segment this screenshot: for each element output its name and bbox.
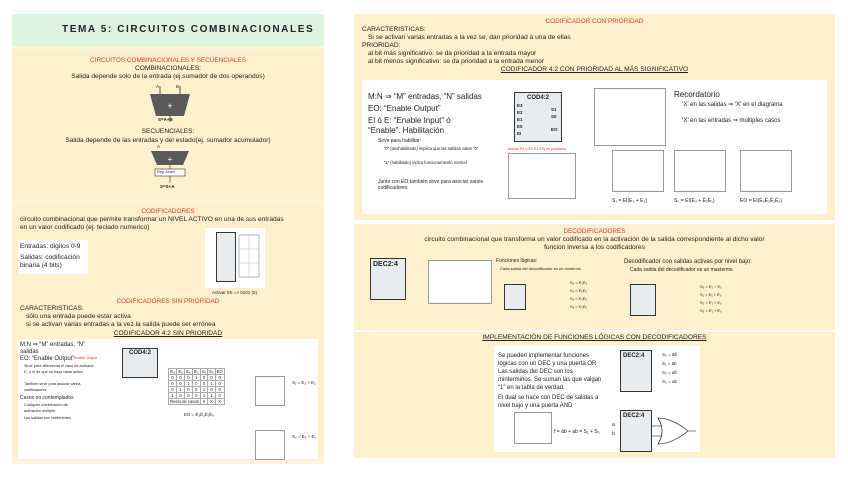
dec-act-low1: Cada salida del decodificador es un maxterms <box>630 267 733 273</box>
cp-recordatorio: Recordatorio <box>674 90 720 99</box>
impl-chip-2 <box>620 410 652 452</box>
dec-eq-a2: S₂ = E₁Ē₀ <box>570 296 588 301</box>
impl-eq2: S₂ = ab̄ <box>662 370 677 375</box>
cod-line1: circuito combinacional que permite transformar un NIVEL ACTIVO en una de sus entradas <box>20 216 284 223</box>
impl-chip-label-2: DEC2:4 <box>623 413 645 419</box>
impl-l7: nivel bajo y una puerta AND <box>498 403 573 409</box>
r1c2: 1 <box>185 381 193 387</box>
sp-kmap-1 <box>255 376 285 406</box>
r0c4: 0 <box>200 375 207 381</box>
th-e1: E₁ <box>186 369 191 374</box>
cp-ei1: El ó E: “Enable Input” ó <box>368 116 451 125</box>
impl-l5: “1” en la tabla de verdad <box>498 385 564 391</box>
r3c5: 1 <box>208 393 216 399</box>
cp-chip <box>514 92 562 142</box>
cp-eq3: EO = EI(Ē₃Ē₂Ē₁Ē₀) <box>740 198 783 204</box>
cp-pin-eo: EO <box>551 127 558 132</box>
sp-mn-1: M:N ⇒ “M” entradas, “N” <box>20 342 86 348</box>
dec-chip-label: DEC2:4 <box>373 261 398 268</box>
cp-c1: Si se activan varias entradas a la vez se, dan prioridad a una de ellas <box>368 34 571 41</box>
r3c2: 0 <box>185 393 193 399</box>
r1c1: 0 <box>177 381 185 387</box>
cp-b1b: “1” (habilitado) indica funcionamiento normal <box>384 160 467 165</box>
dec-chip <box>370 258 406 300</box>
cod-keypad <box>238 234 260 278</box>
cp-pin-e3: E3 <box>517 103 523 108</box>
acc-output: S=S+A <box>160 184 175 189</box>
r2c6: 0 <box>215 387 224 393</box>
cp-pin-ei: EI <box>517 131 522 136</box>
svg-text:+: + <box>167 101 173 111</box>
cp-eq2: S₀ = EI(E₃ + Ē₂E₁) <box>674 198 715 204</box>
sp-casos: Casos no contemplados <box>20 395 74 401</box>
cp-b1: Sirve para habilitar: <box>378 138 422 144</box>
dec-fl: Funciones lógicas: <box>496 258 538 264</box>
r1c3: 0 <box>192 381 200 387</box>
cod-line2: en un valor codificado (ej. teclado numerico) <box>20 224 150 231</box>
th-e2: E₂ <box>178 369 183 374</box>
r2c3: 0 <box>192 387 200 393</box>
cp-pin-s0: S0 <box>551 114 557 119</box>
seq-desc: Salida depende de las entradas y del estado(ej. sumador acumulador) <box>65 137 271 144</box>
sp-sub: CODIFICADOR 4:2 SIN PRIORIDAD <box>113 330 223 337</box>
sp-b3: Cualquier combinación de activación múltiple <box>24 403 68 413</box>
cp-kmap-s0 <box>674 150 726 192</box>
heading-codificadores: CODIFICADORES <box>141 208 195 215</box>
sp-eq3: EO = Ē₃Ē₂Ē₁Ē₀ <box>184 412 214 417</box>
r0c0: 0 <box>169 375 177 381</box>
cp-eq1: S₁ = EI(E₃ + E₂) <box>612 198 648 204</box>
cod-outputs-1: Salidas: codificación <box>20 254 80 261</box>
r3c3: 0 <box>192 393 200 399</box>
impl-chip-label-1: DEC2:4 <box>623 353 645 359</box>
adder-input-a: A <box>156 84 160 89</box>
cp-ei2: “Enable”. Habilitación <box>368 126 445 135</box>
r3c1: 0 <box>177 393 185 399</box>
dec-eq-b1: S₁ = E₁ + Ē₀ <box>700 292 722 297</box>
heading-implementacion: IMPLEMENTACIÓN DE FUNCIONES LÓGICAS CON DECODIFICADORES <box>482 334 707 341</box>
sp-carac2: si se activan varias entradas a la vez la salida puede ser errónea <box>26 321 216 328</box>
impl-in-a: a <box>612 422 615 428</box>
r2c5: 0 <box>208 387 216 393</box>
accumulator-diagram <box>145 147 195 187</box>
r1c4: 0 <box>200 381 207 387</box>
dec-line2: funcion inversa a los codificadores <box>544 244 645 251</box>
cp-kmap-eo <box>740 150 792 192</box>
acc-input: A <box>157 144 161 149</box>
dec-eq-a0: S₀ = Ē₁Ē₀ <box>570 280 588 285</box>
cp-pin-e1: E1 <box>517 117 523 122</box>
impl-eq0: S₀ = āb̄ <box>662 352 678 357</box>
r3c4: 1 <box>200 393 207 399</box>
adder-input-b: B <box>176 84 180 89</box>
dec-chip-3 <box>630 284 656 316</box>
cp-pin-s1: S1 <box>551 107 557 112</box>
page-title: TEMA 5: CIRCUITOS COMBINACIONALES <box>62 24 315 35</box>
r1c6: 0 <box>215 381 224 387</box>
dec-fl1: Cada salida del decodificador es un minterms <box>500 266 581 271</box>
cp-kmap-s1 <box>612 150 664 192</box>
impl-eq1: S₁ = āb <box>662 361 677 366</box>
r2c0: 0 <box>169 387 177 393</box>
sp-chip <box>122 348 158 378</box>
cp-sub: CODIFICADOR 4:2 CON PRIORIDAD AL MÁS SIGNIFICATIVO <box>500 66 689 73</box>
th-e3: E₃ <box>170 369 175 374</box>
comb-desc: Salida depende solo de la entrada (ej.sumador de dos operandos) <box>71 73 265 80</box>
cp-prio: PRIORIDAD: <box>362 42 401 49</box>
r0c3: 1 <box>192 375 200 381</box>
heading-comb-seq: CIRCUITOS COMBINACIONALES Y SECUENCIALES <box>90 57 246 64</box>
sp-b2: También sirve para asociar varios codificadores <box>24 382 81 392</box>
cp-table-top <box>594 88 666 146</box>
dec-eq-b0: S₀ = E₁ + E₀ <box>700 284 722 289</box>
cp-truth-table <box>508 153 576 199</box>
resto-s1: X <box>200 399 207 405</box>
sp-mn-2: salidas <box>20 349 39 355</box>
th-eo: EO <box>216 369 223 374</box>
impl-truth-table <box>514 412 552 444</box>
cp-r2: ‘X’ en las entradas ⇒ múltiples casos <box>682 118 781 124</box>
dec-truth-table <box>428 260 492 304</box>
cod-inputs: Entradas: digitos 0-9 <box>20 243 81 250</box>
r1c0: 0 <box>169 381 177 387</box>
impl-l1: Se pueden implementar funciones <box>498 353 590 359</box>
comb-label: COMBINACIONALES: <box>135 65 201 72</box>
dec-line1: circuito combinacional que transforma un valor codificado en la activación de la salida correspondiente al dicho valor <box>424 236 765 243</box>
sp-truth-table <box>168 368 225 405</box>
impl-chip-1 <box>620 350 652 392</box>
impl-in-b: b <box>612 431 615 437</box>
r0c5: 0 <box>208 375 216 381</box>
sp-kmap-2 <box>255 430 285 460</box>
sp-chip-label: COD4:2 <box>129 350 152 356</box>
impl-fn: f = āb + ab = S₁ + S₃ <box>554 429 600 435</box>
impl-eq3: S₃ = ab <box>662 379 677 384</box>
sp-carac1: sólo una entrada puede estar activa <box>26 313 131 320</box>
cp-pin-e0: E0 <box>517 124 523 129</box>
svg-text:+: + <box>167 155 173 164</box>
r3c6: 0 <box>215 393 224 399</box>
cp-b2: Junto con EO también sirve para asociar varios codificadores <box>378 179 484 191</box>
dec-chip-2 <box>504 284 526 310</box>
cp-p2: al bit menos significativo: se da prioridad a la entrada menor <box>368 58 544 65</box>
dec-eq-b2: S₂ = Ē₁ + E₀ <box>700 300 722 305</box>
r2c4: 1 <box>200 387 207 393</box>
sp-eq1: S₁ = E₃ + E₂ <box>292 380 316 385</box>
sp-eo: EO: “Enable Output” <box>20 356 75 362</box>
cp-carac: CARACTERISTICAS: <box>362 26 426 33</box>
r2c2: 0 <box>185 387 193 393</box>
cod-chip <box>216 232 236 282</box>
adder-output: S=A+B <box>158 117 173 122</box>
r3c0: 1 <box>169 393 177 399</box>
impl-l2: lógicas con un DEC y una puerta OR <box>498 361 597 367</box>
cp-table-note: Activar E3 (>E2,E1,E0) es prioritario <box>508 147 566 151</box>
resto-label: Resto de casos <box>170 399 199 404</box>
r2c1: 1 <box>177 387 185 393</box>
cp-eo: EO: “Enable Output” <box>368 104 441 113</box>
heading-sin-prioridad: CODIFICADORES SIN PRIORIDAD <box>116 298 220 305</box>
impl-l6: El dual se hace con DEC de salidas a <box>498 395 599 401</box>
th-e0: E₀ <box>194 369 199 374</box>
heading-con-prioridad: CODIFICADOR CON PRIORIDAD <box>545 18 644 25</box>
heading-decodificadores: DECODIFICADORES <box>563 228 626 235</box>
th-s0: S₀ <box>209 369 214 374</box>
th-s1: S₁ <box>201 369 207 374</box>
dec-eq-b3: S₃ = Ē₁ + Ē₀ <box>700 308 722 313</box>
r0c6: 0 <box>215 375 224 381</box>
cp-mn: M:N ⇒ “M” entradas, “N” salidas <box>368 92 482 101</box>
r1c5: 1 <box>208 381 216 387</box>
title-bar <box>12 14 324 46</box>
impl-l4: minterminos. Se suman las que valgan <box>498 377 602 383</box>
r0c1: 0 <box>177 375 185 381</box>
cp-r1: ‘X’ en las salidas ⇒ ‘X’ en el diagrama <box>682 102 783 108</box>
sp-b4: Las salidas son indiferentes <box>24 416 71 420</box>
cp-p1: al bit más significativo: se da prioridad a la entrada mayor <box>368 50 537 57</box>
r0c2: 0 <box>185 375 193 381</box>
dec-eq-a1: S₁ = Ē₁E₀ <box>570 288 587 293</box>
acc-block: Reg. Acum <box>157 170 175 174</box>
cp-b1a: “0” (deshabilitado) implica que las salidas valen “0” <box>384 146 479 151</box>
cp-pin-e2: E2 <box>517 110 523 115</box>
cod-outputs-2: binaria (4 bits) <box>20 262 62 269</box>
resto-eo: X <box>215 399 224 405</box>
dec-eq-a3: S₃ = E₁E₀ <box>570 304 588 309</box>
impl-l3: Las salidas del DEC son los <box>498 369 573 375</box>
sp-eo-note: Enable Output <box>74 356 97 360</box>
resto-s0: X <box>208 399 216 405</box>
dec-act-low: Decodificador con salidas activas por nivel bajo: <box>624 259 752 265</box>
sp-carac: CARACTERISTICAS: <box>20 305 84 312</box>
or-gate <box>652 414 696 448</box>
seq-label: SECUENCIALES: <box>141 128 195 135</box>
cp-chip-label: COD4:2 <box>527 95 550 101</box>
sp-b1: Sirve para diferenciar el caso de activado E₀ y el de que no haya nada activo <box>24 364 94 374</box>
sp-eq2: S₀ = E₃ + E₁ <box>292 434 316 439</box>
cod-caption: Activar E5 => 0101 (5) <box>212 290 258 295</box>
